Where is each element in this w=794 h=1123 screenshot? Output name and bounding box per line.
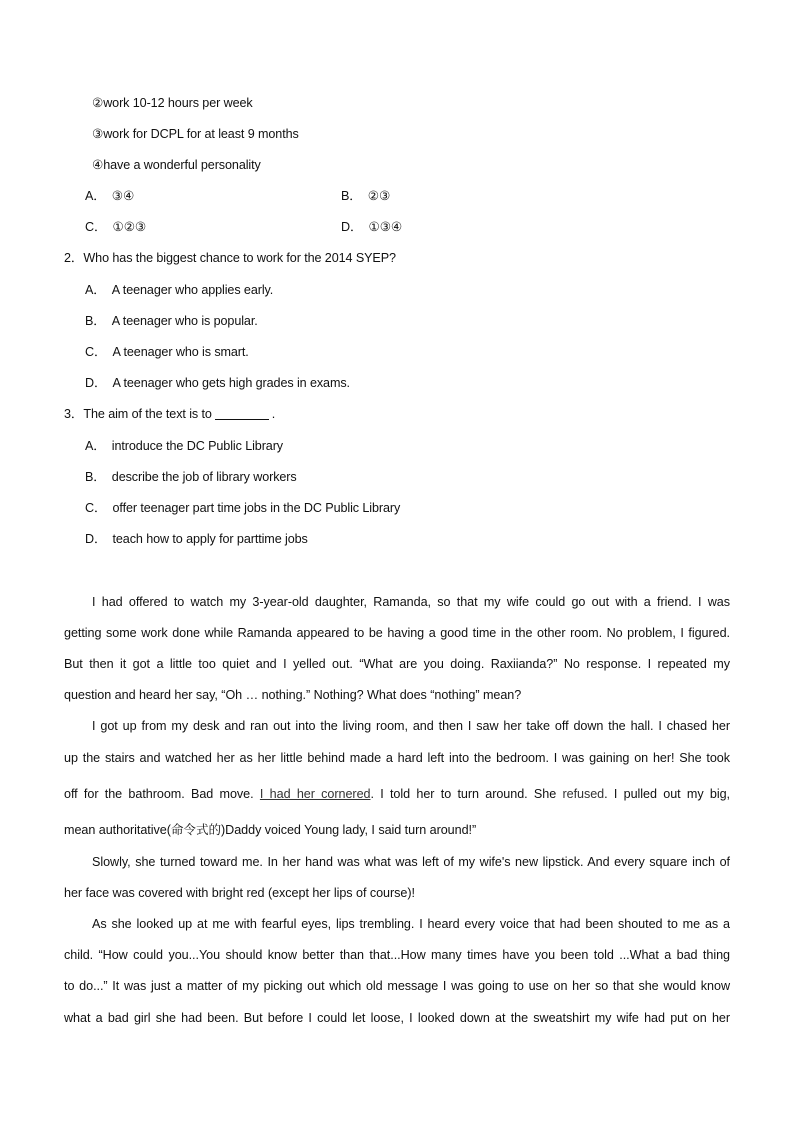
underlined-phrase[interactable]: I had her cornered [259, 787, 371, 801]
option-letter: C． [85, 501, 107, 515]
q1-item-4: ④have a wonderful personality [92, 158, 261, 172]
option-letter: B． [85, 314, 106, 328]
passage-line: what a bad girl she had been. But before I could let loose, I looked down at the sweatshirt my wife had put on her [64, 1011, 730, 1025]
q2-option-b[interactable] [85, 313, 258, 329]
option-letter: A． [85, 283, 106, 297]
option-letter: D． [341, 220, 363, 234]
passage-line: up the stairs and watched her as her little behind made a hard left into the bedroom. I was gaining on her! She took [64, 751, 730, 765]
option-letter: D． [85, 376, 107, 390]
passage-text: . I told her to turn around. She [370, 787, 557, 801]
passage-line: Slowly, she turned toward me. In her hand was what was left of my wife's new lipstick. And every square inch of [92, 855, 730, 869]
q1-option-a[interactable] [85, 188, 134, 204]
q3-stem [64, 406, 275, 422]
q1-option-c[interactable] [85, 219, 146, 235]
option-text: A teenager who is smart. [112, 345, 249, 359]
option-text: offer teenager part time jobs in the DC Public Library [112, 501, 401, 515]
option-text: A teenager who is popular. [111, 314, 258, 328]
option-letter: B． [341, 189, 362, 203]
q1-item-3: ③work for DCPL for at least 9 months [92, 127, 299, 141]
passage-line: mean authoritative(命令式的)Daddy voiced Young lady, I said turn around!” [64, 823, 477, 837]
passage-line: child. “How could you...You should know better than that...How many times have you been told ...What a bad thing [64, 948, 730, 962]
passage-word-refused: refused [562, 787, 605, 801]
q3-option-c[interactable] [85, 500, 400, 516]
q2-stem: 2．Who has the biggest chance to work for the 2014 SYEP? [64, 251, 396, 265]
q1-item-2: ②work 10-12 hours per week [92, 96, 253, 110]
passage-line [64, 786, 730, 802]
q1-option-b[interactable] [341, 188, 390, 204]
answer-blank[interactable] [215, 407, 269, 420]
option-text: describe the job of library workers [111, 470, 297, 484]
passage-line: As she looked up at me with fearful eyes, lips trembling. I heard every voice that had been shouted to me as a [92, 917, 730, 931]
passage-line: to do...” It was just a matter of my picking out which old message I was going to use on her so that she would know [64, 979, 730, 993]
passage-line: her face was covered with bright red (except her lips of course)! [64, 886, 415, 900]
option-text: ③④ [111, 189, 135, 203]
option-letter: C． [85, 345, 107, 359]
q3-stem-text: 3．The aim of the text is to [64, 407, 212, 421]
q1-option-d[interactable] [341, 219, 402, 235]
passage-line: getting some work done while Ramanda appeared to be having a good time in the other room. No problem, I figured. [64, 626, 730, 640]
option-text: introduce the DC Public Library [111, 439, 283, 453]
passage-text: . I pulled out my big, [604, 787, 731, 801]
option-letter: C． [85, 220, 107, 234]
q2-option-a[interactable] [85, 282, 273, 298]
option-letter: A． [85, 439, 106, 453]
option-letter: A． [85, 189, 106, 203]
q3-stem-end: . [271, 407, 276, 421]
passage-line: I had offered to watch my 3-year-old daughter, Ramanda, so that my wife could go out with a friend. I was [92, 595, 730, 609]
option-text: ①③④ [368, 220, 403, 234]
q3-option-d[interactable] [85, 531, 308, 547]
option-letter: D． [85, 532, 107, 546]
option-text: A teenager who applies early. [111, 283, 274, 297]
q2-option-c[interactable] [85, 344, 249, 360]
option-letter: B． [85, 470, 106, 484]
option-text: ②③ [367, 189, 391, 203]
passage-line: question and heard her say, “Oh … nothing.” Nothing? What does “nothing” mean? [64, 688, 522, 702]
passage-line: I got up from my desk and ran out into the living room, and then I saw her take off down the hall. I chased her [92, 719, 730, 733]
q2-option-d[interactable] [85, 375, 350, 391]
option-text: ①②③ [112, 220, 147, 234]
passage-line: But then it got a little too quiet and I yelled out. “What are you doing. Raxiianda?” No response. I repeated my [64, 657, 730, 671]
option-text: teach how to apply for parttime jobs [112, 532, 308, 546]
passage-text: off for the bathroom. Bad move. [64, 787, 254, 801]
q3-option-a[interactable] [85, 438, 283, 454]
option-text: A teenager who gets high grades in exams. [112, 376, 350, 390]
q3-option-b[interactable] [85, 469, 297, 485]
